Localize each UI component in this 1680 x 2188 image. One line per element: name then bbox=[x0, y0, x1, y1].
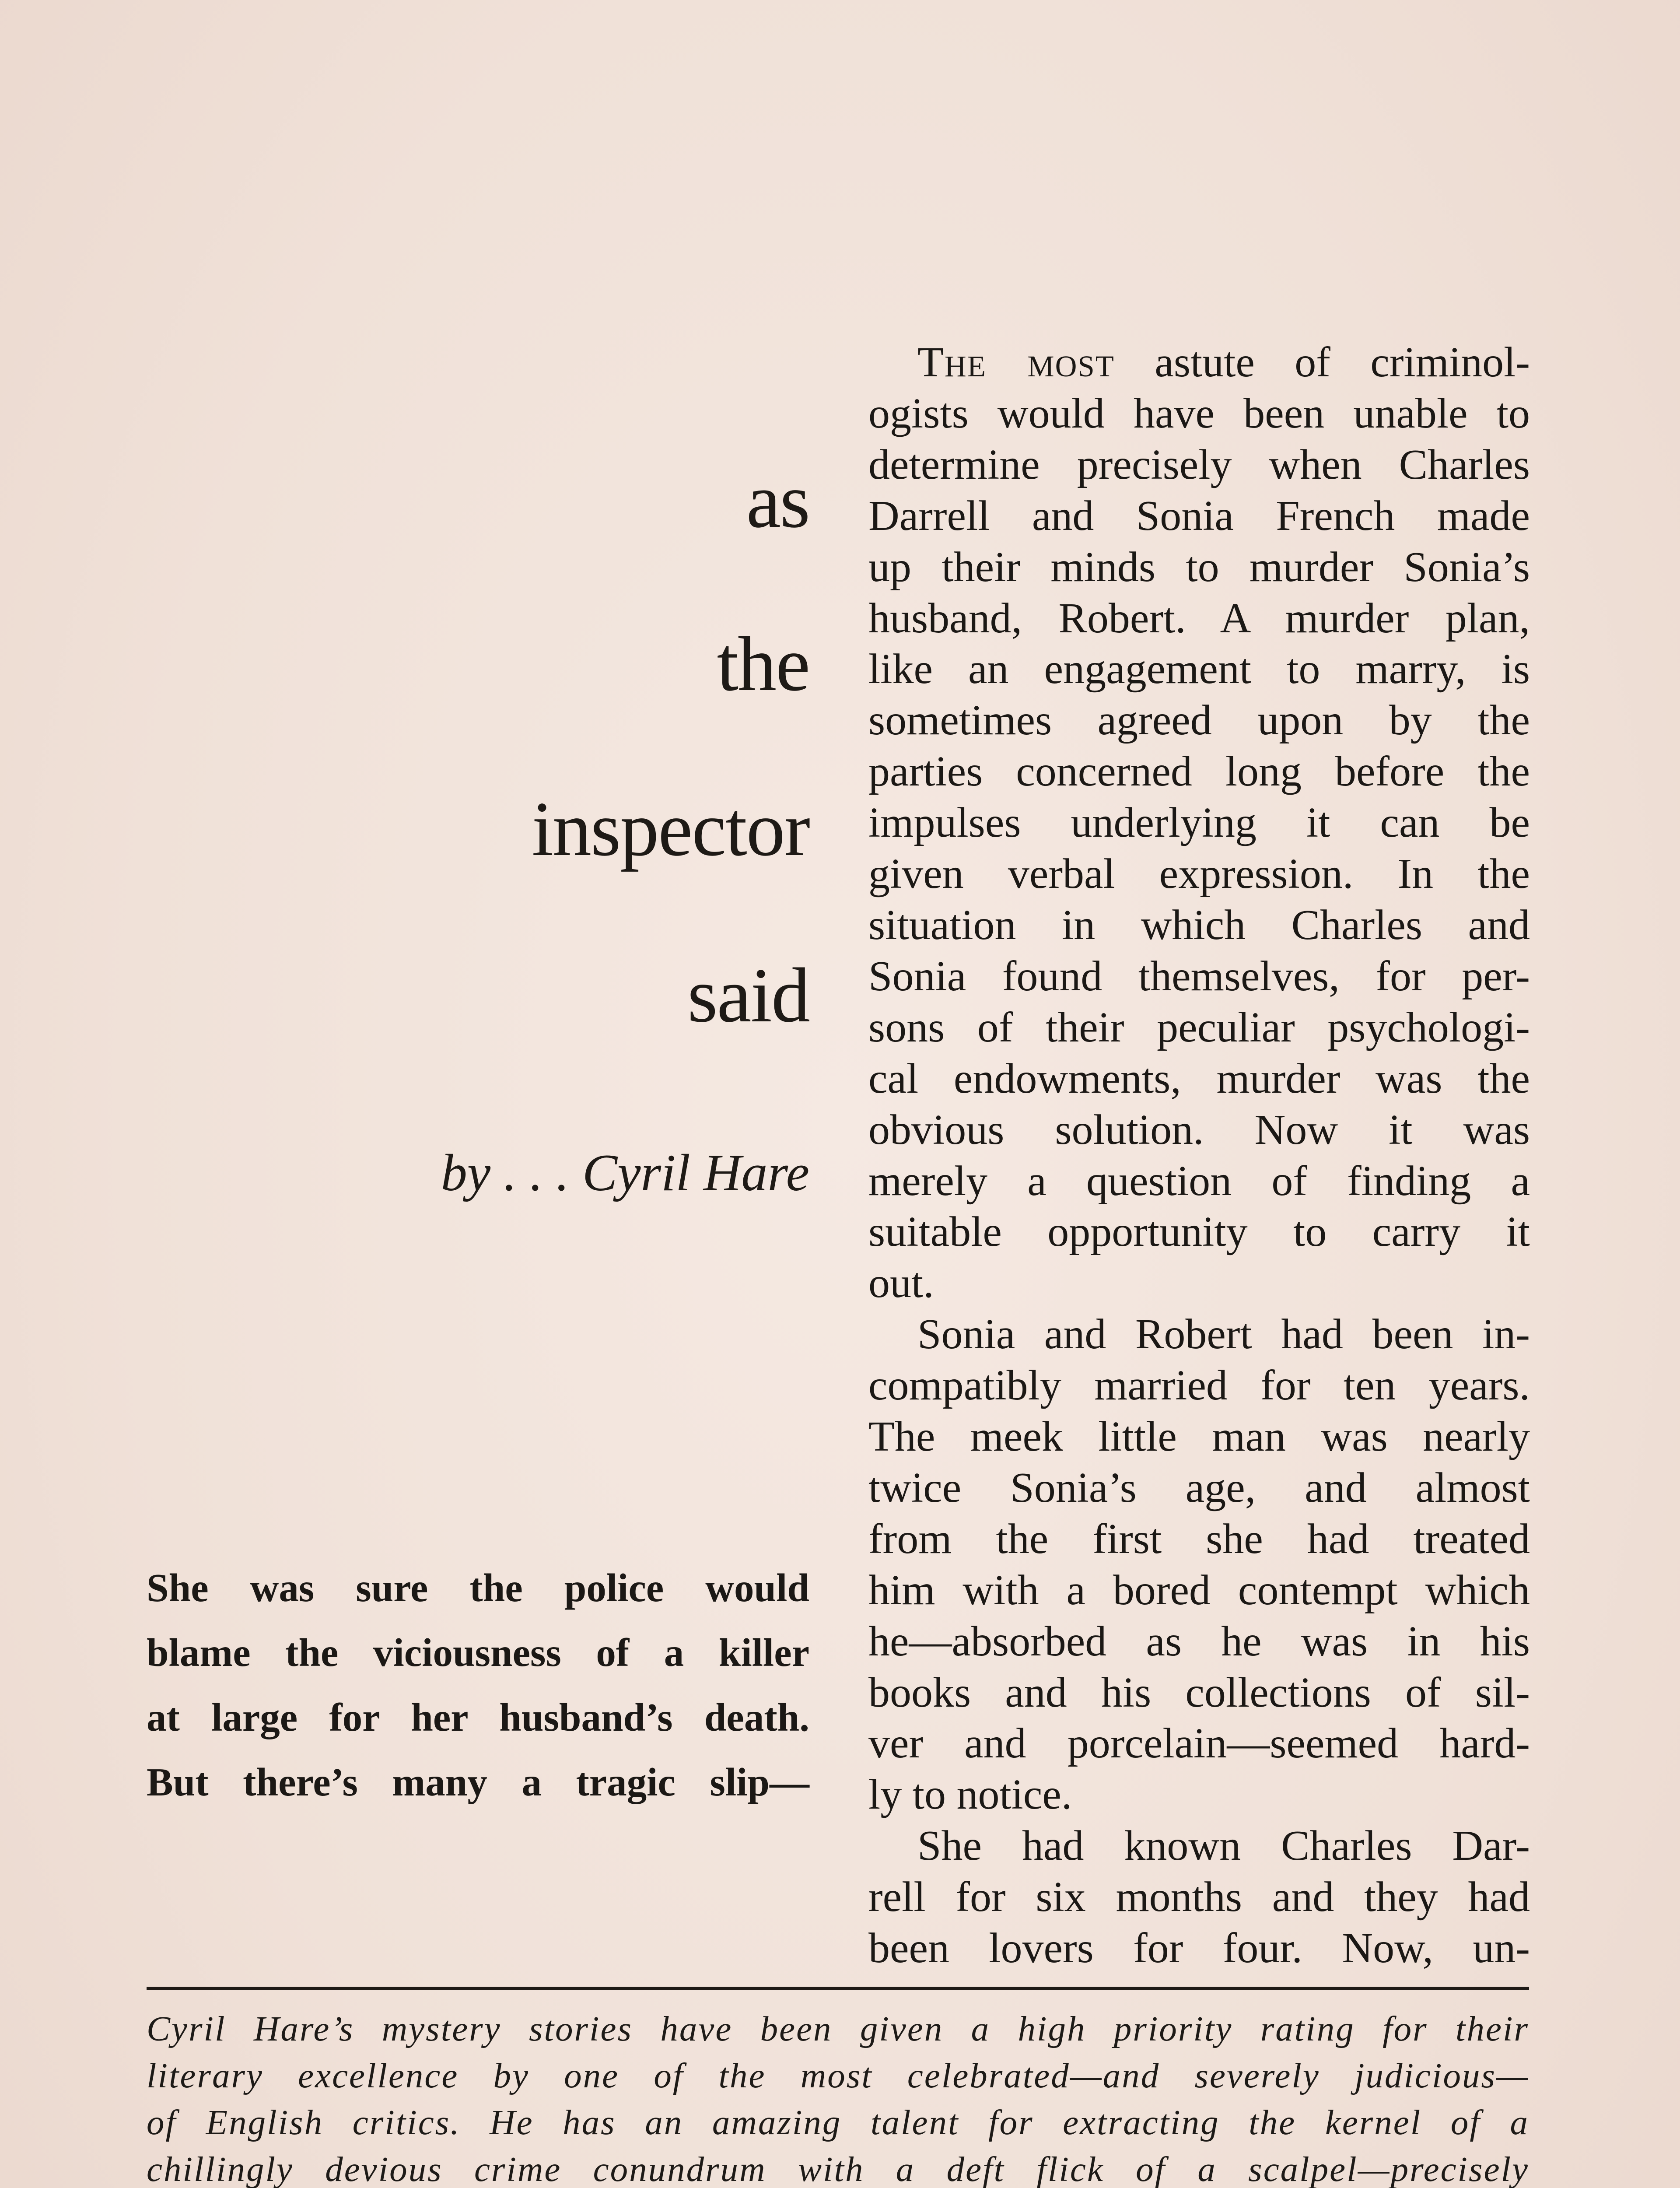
body-line: determine precisely when Charles bbox=[868, 441, 1530, 488]
story-teaser bbox=[147, 1556, 809, 1815]
body-line: him with a bored contempt which bbox=[868, 1566, 1530, 1614]
body-line: She had known Charles Dar- bbox=[917, 1822, 1530, 1870]
body-line: merely a question of finding a bbox=[868, 1157, 1530, 1205]
body-line: ver and porcelain—seemed hard- bbox=[868, 1720, 1530, 1767]
body-line: twice Sonia’s age, and almost bbox=[868, 1464, 1530, 1511]
body-line: like an engagement to marry, is bbox=[868, 645, 1530, 693]
body-line: sons of their peculiar psychologi- bbox=[868, 1003, 1530, 1051]
body-line: given verbal expression. In the bbox=[868, 850, 1530, 898]
body-line: cal endowments, murder was the bbox=[868, 1055, 1530, 1102]
body-line-text: astute of criminol- bbox=[1114, 339, 1530, 386]
footnote-line: chillingly devious crime conundrum with a deft flick of a scalpel—precisely bbox=[147, 2149, 1529, 2188]
author-note bbox=[147, 2006, 1529, 2188]
body-line: Darrell and Sonia French made bbox=[868, 492, 1530, 540]
footnote-rule-top bbox=[147, 1987, 1529, 1990]
title-line-as: as bbox=[746, 457, 809, 544]
body-line: impulses underlying it can be bbox=[868, 799, 1530, 847]
author-byline: by . . . Cyril Hare bbox=[441, 1143, 809, 1202]
body-line: suitable opportunity to carry it bbox=[868, 1208, 1530, 1256]
footnote-line: Cyril Hare’s mystery stories have been given a high priority rating for their bbox=[147, 2009, 1529, 2048]
title-line-said: said bbox=[687, 952, 809, 1038]
title-line-inspector: inspector bbox=[532, 785, 809, 872]
body-line: out. bbox=[868, 1259, 934, 1307]
body-line: from the first she had treated bbox=[868, 1515, 1530, 1563]
title-line-the: the bbox=[717, 621, 809, 707]
body-line: ly to notice. bbox=[868, 1771, 1072, 1819]
teaser-line: But there’s many a tragic slip— bbox=[147, 1760, 809, 1804]
teaser-line: She was sure the police would bbox=[147, 1566, 809, 1610]
opening-small-caps: The most bbox=[917, 339, 1115, 386]
teaser-line: blame the viciousness of a killer bbox=[147, 1630, 809, 1675]
body-line: husband, Robert. A murder plan, bbox=[868, 594, 1530, 642]
body-line: he—absorbed as he was in his bbox=[868, 1617, 1530, 1665]
footnote-line: of English critics. He has an amazing talent for extracting the kernel of a bbox=[147, 2103, 1529, 2142]
footnote-line: literary excellence by one of the most celebrated—and severely judicious— bbox=[147, 2056, 1529, 2095]
teaser-line: at large for her husband’s death. bbox=[147, 1695, 809, 1739]
body-line: books and his collections of sil- bbox=[868, 1669, 1530, 1716]
body-line: ogists would have been unable to bbox=[868, 389, 1530, 437]
body-line: up their minds to murder Sonia’s bbox=[868, 543, 1530, 591]
body-line: parties concerned long before the bbox=[868, 748, 1530, 796]
body-line: Sonia and Robert had been in- bbox=[917, 1311, 1530, 1358]
body-line: been lovers for four. Now, un- bbox=[868, 1925, 1530, 1972]
body-line: compatibly married for ten years. bbox=[868, 1362, 1530, 1410]
body-line: Sonia found themselves, for per- bbox=[868, 952, 1530, 1000]
body-line: sometimes agreed upon by the bbox=[868, 697, 1530, 744]
body-line: situation in which Charles and bbox=[868, 901, 1530, 949]
story-body-column bbox=[868, 337, 1530, 1974]
body-line: The meek little man was nearly bbox=[868, 1413, 1530, 1461]
body-line: rell for six months and they had bbox=[868, 1873, 1530, 1921]
body-line bbox=[868, 337, 1530, 388]
body-line: obvious solution. Now it was bbox=[868, 1106, 1530, 1154]
